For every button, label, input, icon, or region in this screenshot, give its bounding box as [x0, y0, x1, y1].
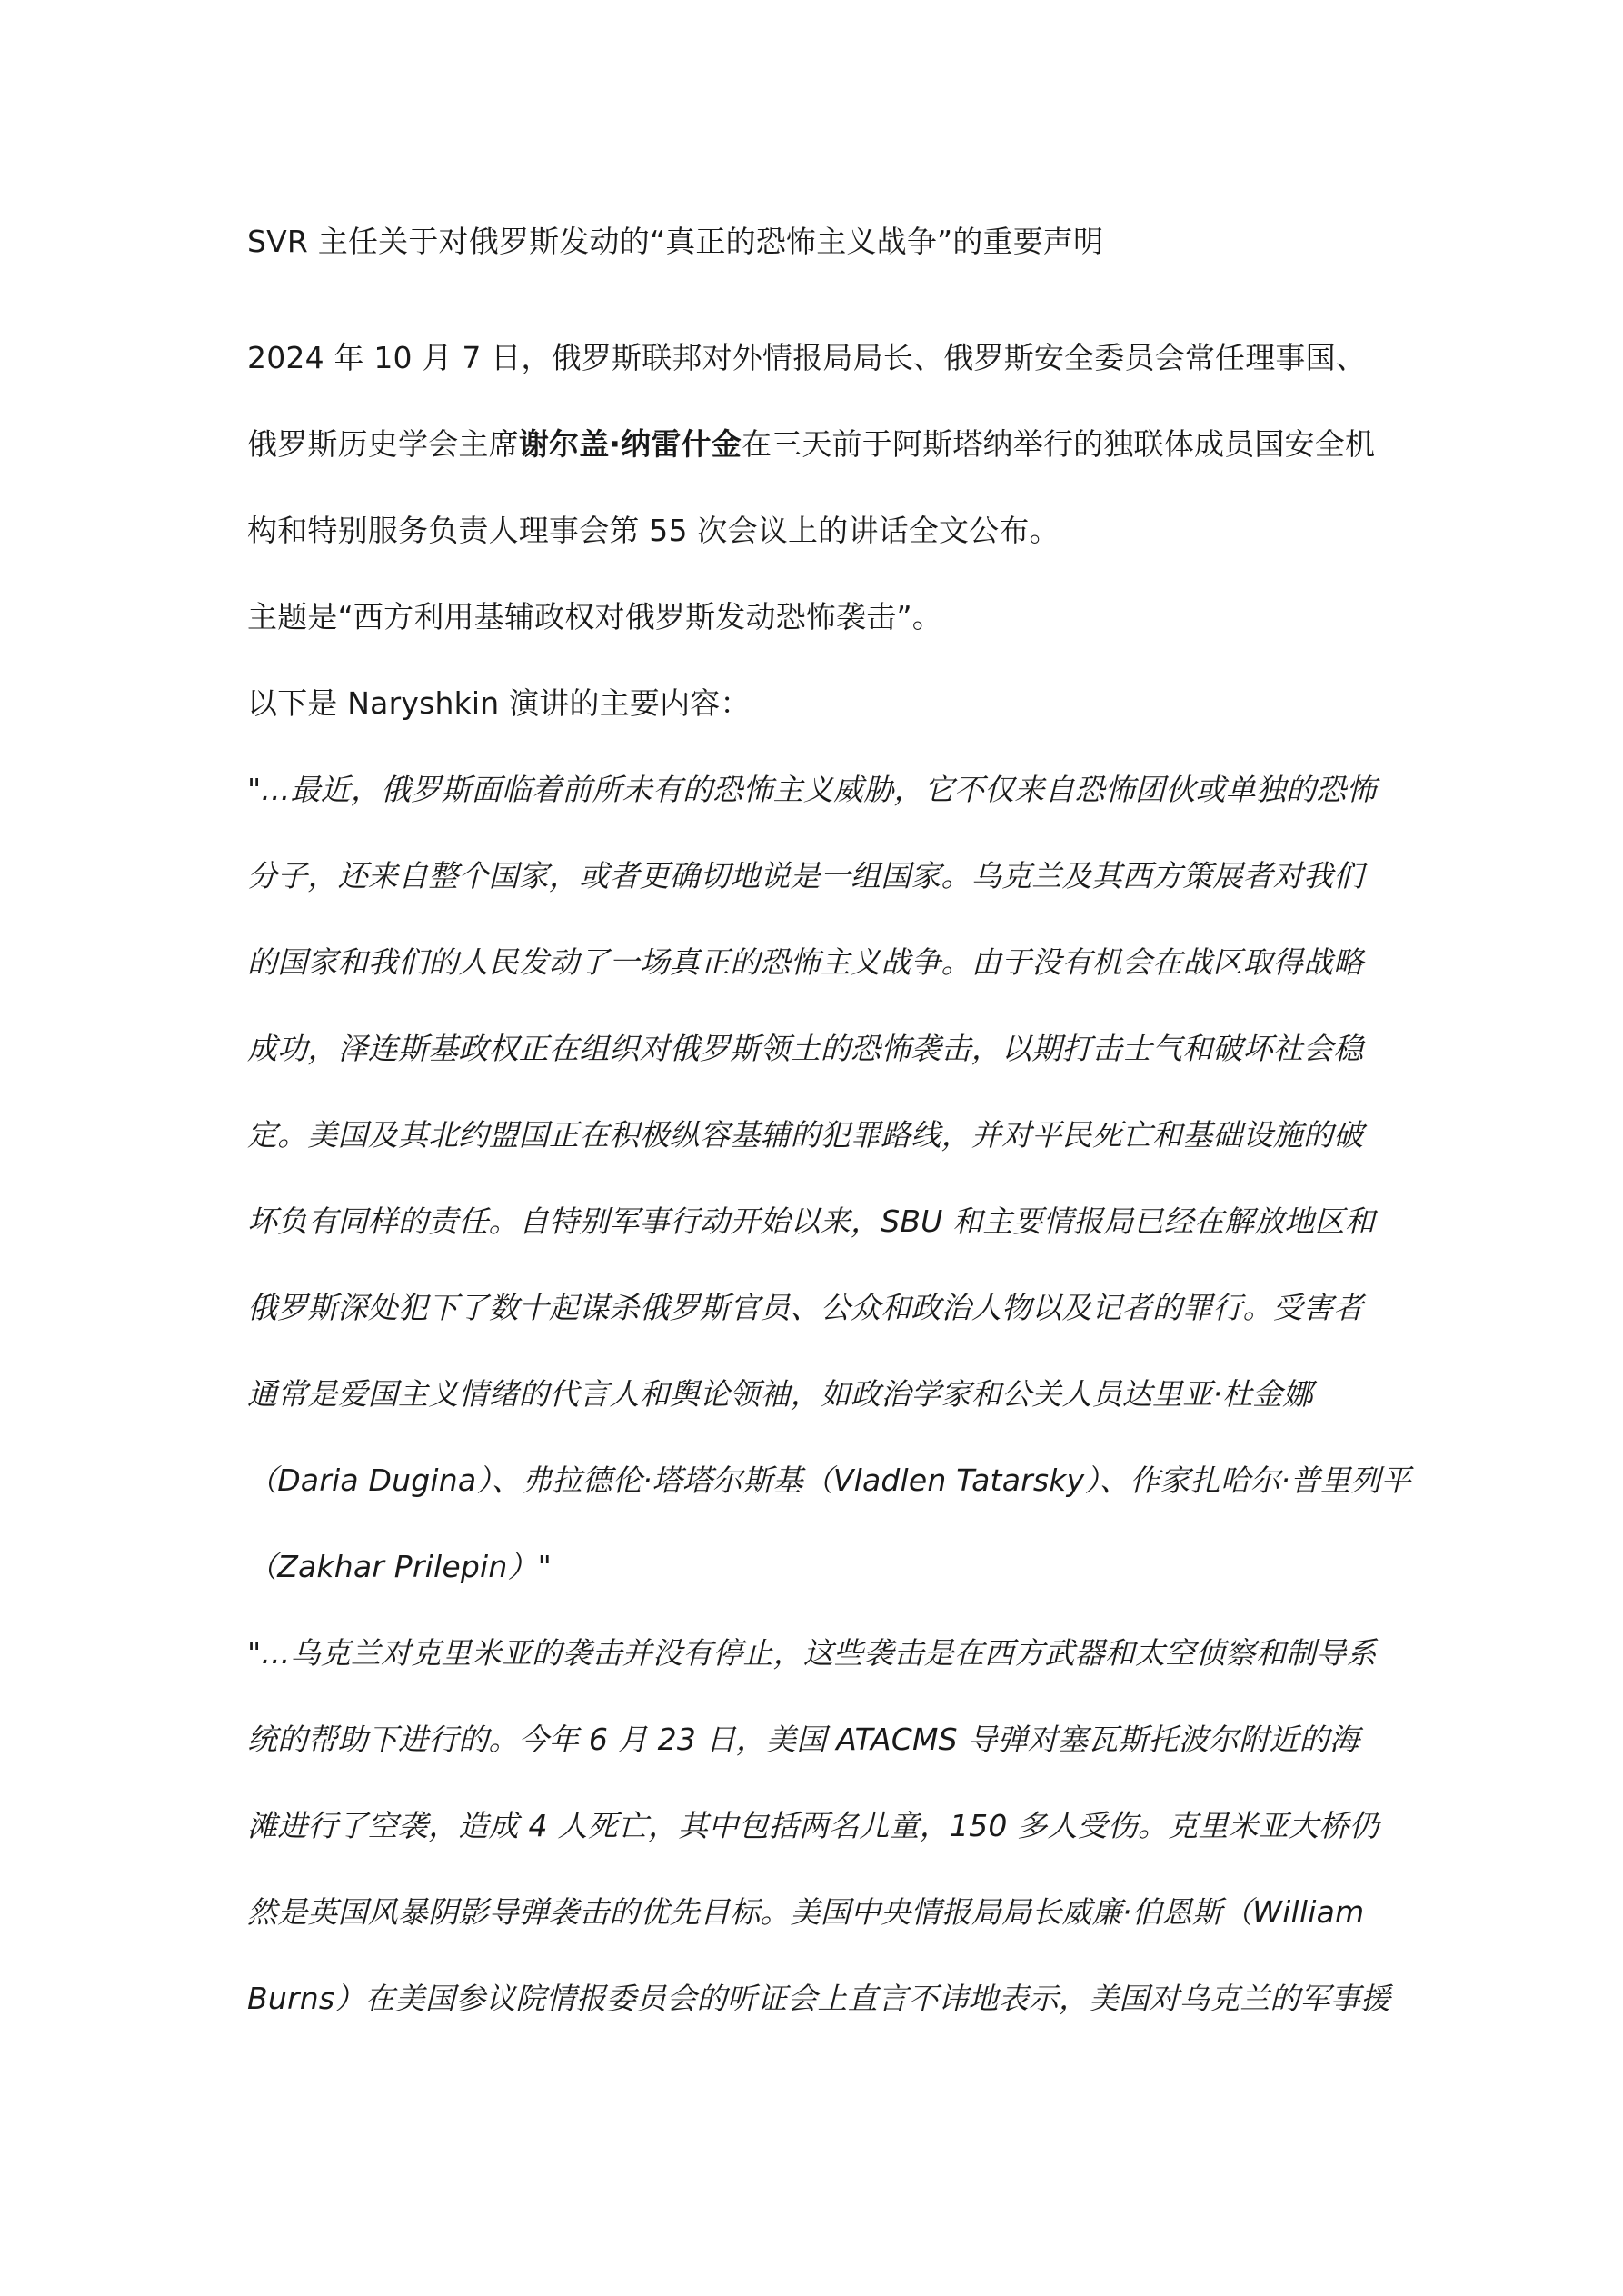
quote2-line-3: 滩进行了空袭，造成 4 人死亡，其中包括两名儿童，150 多人受伤。克里米亚大桥仍 [247, 1808, 1379, 1843]
theme-paragraph: 主题是“西方利用基辅政权对俄罗斯发动恐怖袭击”。 [247, 599, 942, 634]
intro-line-1: 2024 年 10 月 7 日，俄罗斯联邦对外情报局局长、俄罗斯安全委员会常任理事国、 [247, 340, 1367, 375]
intro-line-3: 构和特别服务负责人理事会第 55 次会议上的讲话全文公布。 [247, 513, 1060, 548]
intro-line-2 [247, 401, 1383, 487]
summary-intro-paragraph: 以下是 Naryshkin 演讲的主要内容： [247, 685, 751, 721]
intro-line-2-rest: 在三天前于阿斯塔纳举行的独联体成员国安全机 [741, 426, 1376, 462]
quote1-line-4: 成功，泽连斯基政权正在组织对俄罗斯领土的恐怖袭击，以期打击士气和破坏社会稳 [247, 1031, 1364, 1066]
quote1-line-3: 的国家和我们的人民发动了一场真正的恐怖主义战争。由于没有机会在战区取得战略 [247, 944, 1364, 980]
quote1-line-10: （Zakhar Prilepin）" [247, 1549, 553, 1584]
quote1-line-6: 坏负有同样的责任。自特别军事行动开始以来，SBU 和主要情报局已经在解放地区和 [247, 1203, 1376, 1239]
quote2-line-1: "...乌克兰对克里米亚的袭击并没有停止，这些袭击是在西方武器和太空侦察和制导系 [247, 1635, 1377, 1671]
quote1-line-7: 俄罗斯深处犯下了数十起谋杀俄罗斯官员、公众和政治人物以及记者的罪行。受害者 [247, 1290, 1364, 1325]
quote2-line-2: 统的帮助下进行的。今年 6 月 23 日，美国 ATACMS 导弹对塞瓦斯托波尔附近的海 [247, 1722, 1360, 1757]
quote2-line-4: 然是英国风暴阴影导弹袭击的优先目标。美国中央情报局局长威廉·伯恩斯（William [247, 1894, 1365, 1930]
document-title: SVR 主任关于对俄罗斯发动的“真正的恐怖主义战争”的重要声明 [247, 224, 1104, 259]
quote1-line-2: 分子，还来自整个国家，或者更确切地说是一组国家。乌克兰及其西方策展者对我们 [247, 858, 1364, 893]
quote1-line-8: 通常是爱国主义情绪的代言人和舆论领袖，如政治学家和公关人员达里亚·杜金娜 [247, 1376, 1313, 1412]
document-body [247, 215, 1411, 2041]
quote1-line-9: （Daria Dugina）、弗拉德伦·塔塔尔斯基（Vladlen Tatarsky）、作家扎哈尔·普里列平 [247, 1462, 1411, 1498]
quote-paragraph-2 [247, 1610, 1391, 2041]
quote-paragraph-1 [247, 746, 1411, 1610]
intro-paragraph [247, 314, 1383, 574]
highlighted-name: 谢尔盖·纳雷什金 [518, 426, 742, 462]
quote1-line-1: "...最近，俄罗斯面临着前所未有的恐怖主义威胁，它不仅来自恐怖团伙或单独的恐怖 [247, 772, 1377, 807]
quote2-line-5: Burns）在美国参议院情报委员会的听证会上直言不讳地表示，美国对乌克兰的军事援 [247, 1981, 1391, 2016]
quote1-line-5: 定。美国及其北约盟国正在积极纵容基辅的犯罪路线，并对平民死亡和基础设施的破 [247, 1117, 1364, 1153]
intro-line-2-text: 俄罗斯历史学会主席 [247, 426, 519, 462]
